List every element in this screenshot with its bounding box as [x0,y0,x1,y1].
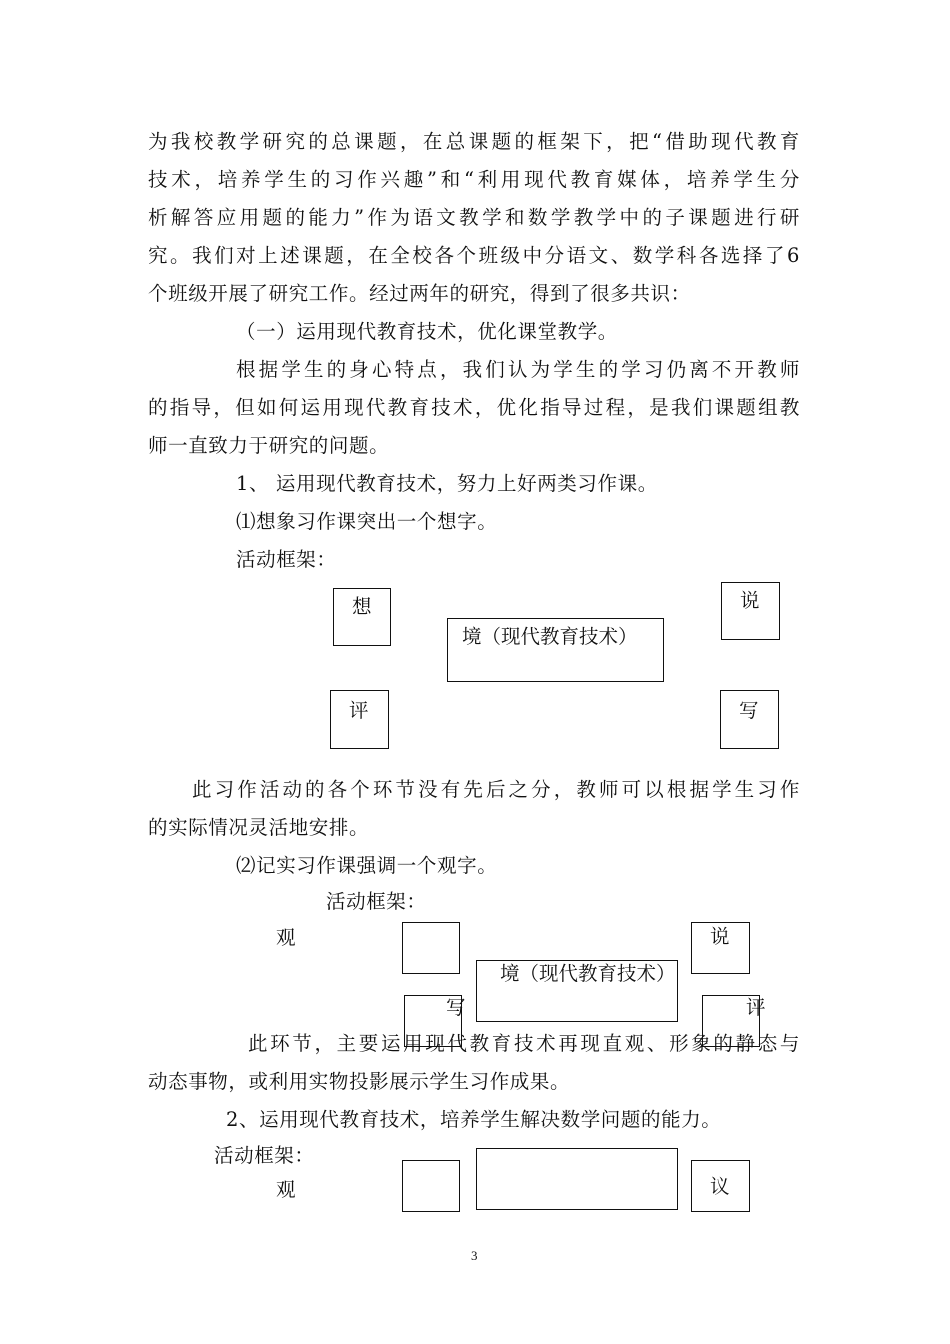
frame-label: 活动框架： [326,890,427,913]
box-label: 说 [740,589,760,612]
list-item-heading: 1、 运用现代教育技术，努力上好两类习作课。 [236,472,658,495]
section-heading: （一）运用现代教育技术，优化课堂教学。 [236,320,618,343]
diagram-box-center [447,618,664,682]
sub-item-heading: ⑴想象习作课突出一个想字。 [236,510,498,533]
diagram-label-observe: 观 [276,1178,296,1201]
box-label: 想 [352,595,372,618]
paragraph-line: 析解答应用题的能力”作为语文教学和数学教学中的子课题进行研 [148,206,800,229]
diagram-box-speak [721,582,780,640]
diagram-box-observe [402,922,460,974]
paragraph-line: 师一直致力于研究的问题。 [148,434,390,457]
paragraph-line: 为我校教学研究的总课题，在总课题的框架下，把“借助现代教育 [148,130,800,153]
list-item-heading: 2、运用现代教育技术，培养学生解决数学问题的能力。 [226,1108,722,1131]
box-label: 议 [710,1175,730,1198]
paragraph-line: 个班级开展了研究工作。经过两年的研究，得到了很多共识： [148,282,691,305]
box-label: 评 [349,699,369,722]
paragraph-line: 技术，培养学生的习作兴趣”和“利用现代教育媒体，培养学生分 [148,168,800,191]
box-label: 说 [710,925,730,948]
paragraph-line: 究。我们对上述课题，在全校各个班级中分语文、数学科各选择了6 [148,244,800,267]
diagram-label-observe: 观 [276,926,296,949]
paragraph-line: 动态事物，或利用实物投影展示学生习作成果。 [148,1070,571,1093]
paragraph-line: 此习作活动的各个环节没有先后之分，教师可以根据学生习作 [192,778,800,801]
paragraph-line: 的实际情况灵活地安排。 [148,816,370,839]
diagram-box-speak [691,922,750,974]
diagram-center-label: 境（现代教育技术） [500,962,676,985]
paragraph-line: 根据学生的身心特点，我们认为学生的学习仍离不开教师 [236,358,800,381]
diagram-box-think [333,588,391,646]
page-number: 3 [471,1248,478,1263]
diagram-box-center [476,1148,678,1210]
diagram-label-write: 写 [446,996,466,1019]
box-label: 写 [739,699,759,722]
paragraph-line: 此环节，主要运用现代教育技术再现直观、形象的静态与 [248,1032,800,1055]
sub-item-heading: ⑵记实习作课强调一个观字。 [236,854,498,877]
diagram-box-discuss [691,1160,750,1212]
diagram-label-evaluate: 评 [746,996,766,1019]
box-label: 境（现代教育技术） [462,625,638,648]
diagram-box-evaluate [330,690,389,749]
frame-label: 活动框架： [236,548,337,571]
paragraph-line: 的指导，但如何运用现代教育技术，优化指导过程，是我们课题组教 [148,396,800,419]
frame-label: 活动框架： [214,1144,315,1167]
diagram-box-observe [402,1160,460,1212]
diagram-box-write [720,690,779,749]
